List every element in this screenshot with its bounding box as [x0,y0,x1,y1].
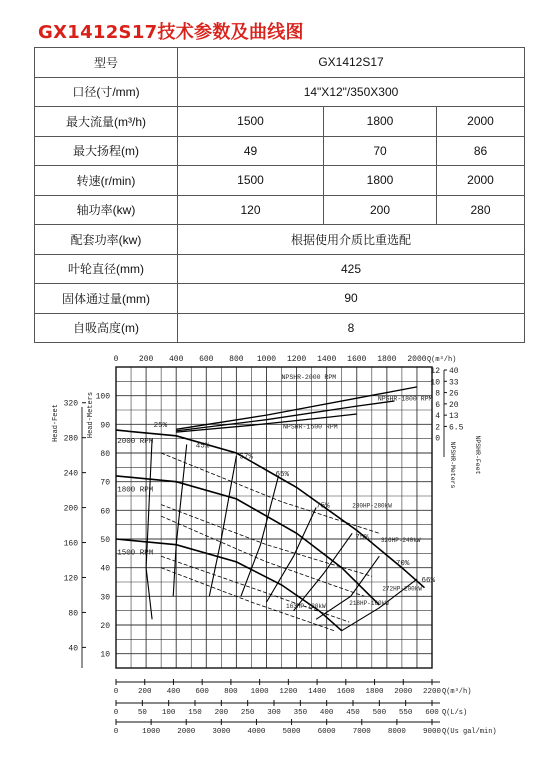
tick-label: 600 [195,688,209,696]
tick-label: 800 [224,688,238,696]
row-value: 86 [437,136,525,166]
power-line [161,453,379,533]
row-label: 最大流量(m³/h) [35,107,178,137]
table-row [35,107,525,137]
tick-label: 60 [100,507,110,517]
tick-label: 300 [267,709,281,717]
row-value: 1800 [324,107,437,137]
tick-label: 120 [63,574,78,584]
tick-label: 80 [100,450,110,459]
tick-label: 280 [63,434,78,444]
tick-label: 26 [449,389,459,399]
tick-label: 1800 [365,688,384,696]
tick-label: 500 [372,709,387,717]
pump-performance-chart [0,345,559,755]
tick-label: 2000 [407,355,427,364]
table-row [35,136,525,166]
tick-label: 40 [449,367,459,376]
table-row [35,77,525,107]
power-label: 272HP-200kW [382,585,422,593]
tick-label: 70 [100,478,110,488]
efficiency-line [241,476,279,596]
tick-label: 100 [95,392,110,402]
row-label: 固体通过量(mm) [35,284,178,314]
tick-label: 550 [398,709,413,717]
row-value: 14"X12"/350X300 [178,77,525,107]
page-title: GX1412S17技术参数及曲线图 [38,22,304,43]
tick-label: 2 [435,423,440,433]
axis-unit-label: Q(Us gal/min) [442,728,497,736]
power-label: 280HP-280kW [352,502,392,510]
table-row [35,284,525,314]
row-label: 叶轮直径(mm) [35,254,178,284]
tick-label: 1400 [308,688,327,696]
power-label: 326HP-240kW [380,536,421,544]
row-label: 配套功率(kw) [35,225,178,255]
speed-label: 1500 RPM [117,549,154,558]
tick-label: 600 [425,709,439,717]
tick-label: 50 [100,536,110,545]
tick-label: 0 [113,728,119,736]
row-value: 425 [178,254,525,284]
tick-label: 33 [449,378,459,388]
row-value: 1500 [178,107,324,137]
tick-label: 350 [293,709,308,717]
axis-label: Head-Feet [52,404,60,442]
axis-unit-label: Q(m³/h) [442,688,472,696]
tick-label: 3000 [212,728,231,736]
tick-label: 12 [430,367,440,376]
efficiency-line [146,439,152,620]
tick-label: 320 [63,399,78,409]
row-value: 90 [178,284,525,314]
efficiency-label: 75% [355,534,369,542]
row-label: 轴功率(kw) [35,195,178,225]
row-value: 2000 [437,107,525,137]
row-value: 120 [178,195,324,225]
tick-label: 10 [430,378,440,388]
tick-label: 250 [240,709,255,717]
tick-label: 4000 [247,728,266,736]
tick-label: 40 [100,564,110,574]
axis-unit-label: Q(L/s) [442,709,468,717]
tick-label: 6000 [317,728,336,736]
head-curve [116,476,379,605]
row-value: 49 [178,136,324,166]
row-label: 转速(r/min) [35,166,178,196]
tick-label: 90 [100,421,110,431]
tick-label: 1200 [286,355,307,364]
tick-label: 400 [166,688,181,696]
axis-label: NPSHR-Meters [449,441,456,489]
row-value: 1800 [324,166,437,196]
table-row [35,48,525,78]
tick-label: 30 [100,593,110,603]
tick-label: 20 [449,400,459,410]
efficiency-line [267,508,317,603]
speed-label: 1800 RPM [117,486,154,495]
power-line [161,516,364,596]
tick-label: 1600 [347,355,367,364]
tick-label: 400 [319,709,334,717]
tick-label: 160 [63,539,78,549]
power-line [161,556,349,622]
spec-table [34,47,525,343]
efficiency-label: 65% [275,470,290,479]
row-value: 8 [178,313,525,343]
power-label: 218HP-160kW [349,599,389,607]
tick-label: 400 [168,355,184,364]
tick-label: 200 [63,504,78,514]
tick-label: 1400 [317,355,337,364]
tick-label: 0 [435,434,440,444]
tick-label: 150 [188,709,202,717]
tick-label: 13 [449,412,459,422]
tick-label: 50 [137,709,147,717]
power-label: 163HP-120kW [286,602,326,610]
npshr-label: NPSHR-1500 RPM [283,423,338,431]
tick-label: 200 [137,688,152,696]
tick-label: 6 [435,400,440,410]
efficiency-label: 70% [395,559,410,568]
table-row [35,313,525,343]
efficiency-line [209,456,236,596]
tick-label: 600 [199,355,214,364]
row-label: 口径(寸/mm) [35,77,178,107]
axis-label: NPSHR-Feet [474,435,481,475]
row-label: 自吸高度(m) [35,313,178,343]
row-value: GX1412S17 [178,48,525,78]
npshr-label: NPSHR-2000 RPM [281,374,337,382]
row-value: 1500 [178,166,324,196]
tick-label: 8000 [387,728,406,736]
tick-label: 40 [68,644,78,654]
row-value: 根据使用介质比重选配 [178,225,525,255]
tick-label: 2000 [177,728,196,736]
npshr-label: NPSHR-1800 RPM [377,395,433,403]
tick-label: 800 [229,355,244,364]
tick-label: 450 [346,709,360,717]
row-value: 200 [324,195,437,225]
tick-label: 200 [138,355,154,364]
tick-label: 200 [214,709,229,717]
tick-label: 0 [113,688,119,696]
tick-label: 10 [100,650,110,660]
axis-unit-label: Q(m³/h) [426,356,457,364]
efficiency-label: 75% [316,502,330,511]
tick-label: 1600 [336,688,355,696]
tick-label: 9000 [422,728,442,736]
tick-label: 0 [113,355,119,364]
axis-label: Head-Meters [87,391,95,439]
speed-label: 2000 RPM [117,437,154,446]
row-value: 280 [437,195,525,225]
row-value: 70 [324,136,437,166]
tick-label: 2200 [422,688,442,696]
tick-label: 240 [63,469,78,479]
table-row [35,166,525,196]
tick-label: 8 [435,389,440,399]
tick-label: 4 [435,412,440,422]
tick-label: 20 [100,622,110,631]
tick-label: 1000 [250,688,269,696]
tick-label: 5000 [282,728,301,736]
efficiency-label: 45% [195,442,210,451]
efficiency-line [294,533,353,610]
tick-label: 6.5 [449,423,464,433]
tick-label: 1200 [279,688,298,696]
efficiency-label: 57% [239,453,253,462]
row-label: 最大扬程(m) [35,136,178,166]
efficiency-line [316,556,379,619]
table-row [35,195,525,225]
efficiency-label: 25% [153,422,168,431]
table-row [35,254,525,284]
tick-label: 7000 [352,728,371,736]
table-row [35,225,525,255]
tick-label: 1000 [142,728,161,736]
tick-label: 1000 [256,355,277,364]
tick-label: 2000 [394,688,413,696]
row-value: 2000 [437,166,525,196]
tick-label: 0 [113,709,119,717]
tick-label: 100 [161,709,176,717]
tick-label: 1800 [377,355,397,364]
row-label: 型号 [35,48,178,78]
tick-label: 80 [68,609,78,619]
efficiency-label: 66% [421,577,435,585]
